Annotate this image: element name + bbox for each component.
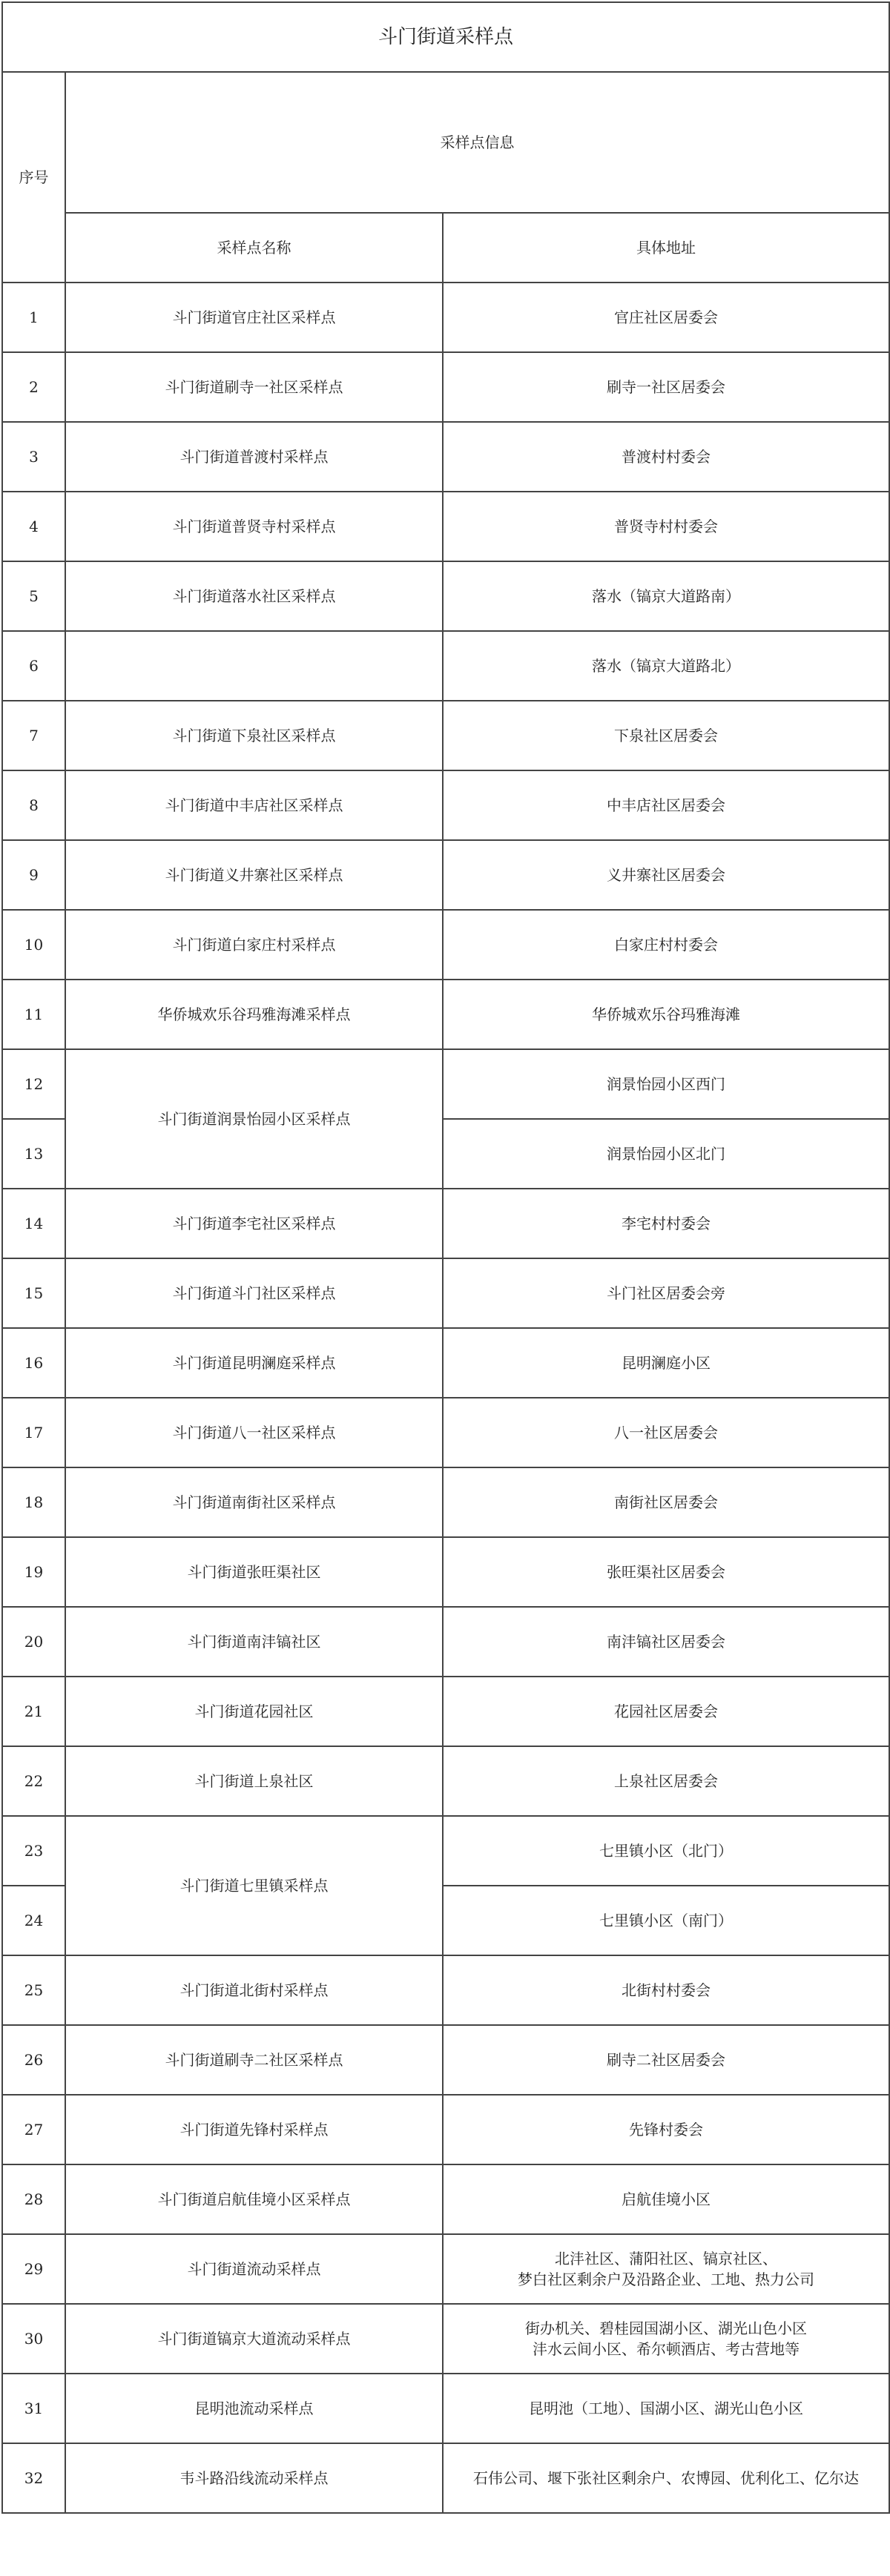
table-row [2, 1537, 889, 1607]
address-line: 北沣社区、蒲阳社区、镐京社区、 [555, 2250, 778, 2268]
table-row [2, 1049, 889, 1119]
table-row [2, 1607, 889, 1677]
row-seq-cell: 18 [2, 1467, 65, 1537]
table-row [2, 2443, 889, 2513]
sampling-point-address-cell: 刷寺二社区居委会 [443, 2025, 889, 2095]
table-row [2, 701, 889, 770]
address-column-header: 具体地址 [443, 213, 889, 283]
row-seq-cell: 30 [2, 2304, 65, 2374]
table-row [2, 2095, 889, 2164]
sampling-point-name-cell: 斗门街道刷寺二社区采样点 [65, 2025, 443, 2095]
sampling-point-address-cell: 润景怡园小区北门 [443, 1119, 889, 1189]
sampling-point-name-cell: 斗门街道上泉社区 [65, 1746, 443, 1816]
sampling-point-name-cell: 斗门街道普贤寺村采样点 [65, 492, 443, 561]
table-row [2, 770, 889, 840]
row-seq-cell: 31 [2, 2374, 65, 2443]
sampling-point-name-cell: 韦斗路沿线流动采样点 [65, 2443, 443, 2513]
sampling-point-name-cell: 斗门街道昆明澜庭采样点 [65, 1328, 443, 1398]
sampling-point-address-cell [443, 2234, 889, 2304]
row-seq-cell: 24 [2, 1886, 65, 1955]
sampling-point-address-cell: 普渡村村委会 [443, 422, 889, 492]
sampling-point-address-cell: 落水（镐京大道路南） [443, 561, 889, 631]
table-row [2, 2304, 889, 2374]
sampling-point-name-cell: 华侨城欢乐谷玛雅海滩采样点 [65, 980, 443, 1049]
sampling-point-name-cell: 斗门街道北街村采样点 [65, 1955, 443, 2025]
sampling-point-name-cell: 斗门街道中丰店社区采样点 [65, 770, 443, 840]
sampling-point-name-cell: 斗门街道白家庄村采样点 [65, 910, 443, 980]
sampling-point-address-cell: 南街社区居委会 [443, 1467, 889, 1537]
table-row [2, 910, 889, 980]
row-seq-cell: 14 [2, 1189, 65, 1258]
row-seq-cell: 22 [2, 1746, 65, 1816]
sampling-point-address-cell: 昆明池（工地）、国湖小区、湖光山色小区 [443, 2374, 889, 2443]
table-row [2, 1746, 889, 1816]
table-row [2, 2234, 889, 2304]
row-seq-cell: 2 [2, 352, 65, 422]
row-seq-cell: 15 [2, 1258, 65, 1328]
sampling-point-address-cell: 润景怡园小区西门 [443, 1049, 889, 1119]
table-row [2, 2374, 889, 2443]
row-seq-cell: 3 [2, 422, 65, 492]
row-seq-cell: 29 [2, 2234, 65, 2304]
sampling-point-name-cell: 斗门街道八一社区采样点 [65, 1398, 443, 1467]
sampling-point-name-cell [65, 631, 443, 701]
address-line: 沣水云间小区、希尔顿酒店、考古营地等 [533, 2340, 800, 2358]
sampling-point-name-cell: 斗门街道落水社区采样点 [65, 561, 443, 631]
sampling-point-name-cell: 斗门街道镐京大道流动采样点 [65, 2304, 443, 2374]
sampling-point-address-cell [443, 2304, 889, 2374]
sampling-point-name-cell: 斗门街道南街社区采样点 [65, 1467, 443, 1537]
row-seq-cell: 20 [2, 1607, 65, 1677]
table-row [2, 352, 889, 422]
row-seq-cell: 1 [2, 283, 65, 352]
table-row [2, 1467, 889, 1537]
sampling-point-name-cell: 斗门街道官庄社区采样点 [65, 283, 443, 352]
table-row [2, 1816, 889, 1886]
table-row [2, 1677, 889, 1746]
table-row [2, 422, 889, 492]
row-seq-cell: 25 [2, 1955, 65, 2025]
sampling-point-name-cell: 斗门街道七里镇采样点 [65, 1816, 443, 1955]
row-seq-cell: 32 [2, 2443, 65, 2513]
sampling-point-address-cell: 斗门社区居委会旁 [443, 1258, 889, 1328]
sampling-point-address-cell: 落水（镐京大道路北） [443, 631, 889, 701]
address-line: 梦白社区剩余户及沿路企业、工地、热力公司 [518, 2270, 815, 2288]
table-title: 斗门街道采样点 [2, 2, 889, 72]
row-seq-cell: 19 [2, 1537, 65, 1607]
sampling-point-address-cell: 普贤寺村村委会 [443, 492, 889, 561]
sampling-point-address-cell: 中丰店社区居委会 [443, 770, 889, 840]
sampling-point-address-cell: 张旺渠社区居委会 [443, 1537, 889, 1607]
sampling-point-address-cell: 花园社区居委会 [443, 1677, 889, 1746]
sampling-point-address-cell: 昆明澜庭小区 [443, 1328, 889, 1398]
table-row [2, 492, 889, 561]
sampling-point-address-cell: 义井寨社区居委会 [443, 840, 889, 910]
sampling-point-name-cell: 斗门街道义井寨社区采样点 [65, 840, 443, 910]
row-seq-cell: 16 [2, 1328, 65, 1398]
seq-column-header: 序号 [2, 72, 65, 283]
row-seq-cell: 28 [2, 2164, 65, 2234]
table-row [2, 1398, 889, 1467]
sampling-point-name-cell: 斗门街道润景怡园小区采样点 [65, 1049, 443, 1189]
sampling-point-address-cell: 七里镇小区（南门） [443, 1886, 889, 1955]
sampling-point-name-cell: 斗门街道张旺渠社区 [65, 1537, 443, 1607]
row-seq-cell: 27 [2, 2095, 65, 2164]
row-seq-cell: 10 [2, 910, 65, 980]
table-row [2, 980, 889, 1049]
sampling-point-address-cell: 刷寺一社区居委会 [443, 352, 889, 422]
sampling-point-address-cell: 白家庄村村委会 [443, 910, 889, 980]
sampling-info-group-header: 采样点信息 [65, 72, 889, 213]
table-row [2, 283, 889, 352]
table-row [2, 1955, 889, 2025]
table-row [2, 1189, 889, 1258]
sampling-point-address-cell: 官庄社区居委会 [443, 283, 889, 352]
row-seq-cell: 5 [2, 561, 65, 631]
row-seq-cell: 23 [2, 1816, 65, 1886]
sampling-point-name-cell: 斗门街道先锋村采样点 [65, 2095, 443, 2164]
name-column-header: 采样点名称 [65, 213, 443, 283]
table-row [2, 2164, 889, 2234]
row-seq-cell: 17 [2, 1398, 65, 1467]
sampling-point-address-cell: 八一社区居委会 [443, 1398, 889, 1467]
sampling-point-address-cell: 华侨城欢乐谷玛雅海滩 [443, 980, 889, 1049]
sampling-point-address-cell: 七里镇小区（北门） [443, 1816, 889, 1886]
table-row [2, 1258, 889, 1328]
sampling-point-name-cell: 斗门街道流动采样点 [65, 2234, 443, 2304]
sampling-point-address-cell: 启航佳境小区 [443, 2164, 889, 2234]
row-seq-cell: 13 [2, 1119, 65, 1189]
row-seq-cell: 7 [2, 701, 65, 770]
address-line: 街办机关、碧桂园国湖小区、湖光山色小区 [525, 2319, 808, 2337]
row-seq-cell: 12 [2, 1049, 65, 1119]
table-row [2, 631, 889, 701]
sampling-point-address-cell: 北街村村委会 [443, 1955, 889, 2025]
sampling-point-name-cell: 昆明池流动采样点 [65, 2374, 443, 2443]
row-seq-cell: 8 [2, 770, 65, 840]
sampling-point-name-cell: 斗门街道刷寺一社区采样点 [65, 352, 443, 422]
row-seq-cell: 26 [2, 2025, 65, 2095]
sampling-point-address-cell: 先锋村委会 [443, 2095, 889, 2164]
table-row [2, 2025, 889, 2095]
sampling-point-address-cell: 李宅村村委会 [443, 1189, 889, 1258]
sampling-point-name-cell: 斗门街道普渡村采样点 [65, 422, 443, 492]
row-seq-cell: 6 [2, 631, 65, 701]
sampling-point-name-cell: 斗门街道斗门社区采样点 [65, 1258, 443, 1328]
sampling-points-table [1, 1, 890, 2514]
sampling-point-name-cell: 斗门街道南沣镐社区 [65, 1607, 443, 1677]
sampling-point-address-cell: 石伟公司、堰下张社区剩余户、农博园、优利化工、亿尔达 [443, 2443, 889, 2513]
sampling-point-name-cell: 斗门街道李宅社区采样点 [65, 1189, 443, 1258]
sampling-point-address-cell: 上泉社区居委会 [443, 1746, 889, 1816]
table-row [2, 1328, 889, 1398]
row-seq-cell: 11 [2, 980, 65, 1049]
row-seq-cell: 21 [2, 1677, 65, 1746]
sampling-point-name-cell: 斗门街道下泉社区采样点 [65, 701, 443, 770]
sampling-point-name-cell: 斗门街道启航佳境小区采样点 [65, 2164, 443, 2234]
sampling-point-address-cell: 下泉社区居委会 [443, 701, 889, 770]
sampling-point-name-cell: 斗门街道花园社区 [65, 1677, 443, 1746]
row-seq-cell: 9 [2, 840, 65, 910]
table-row [2, 840, 889, 910]
row-seq-cell: 4 [2, 492, 65, 561]
sampling-point-address-cell: 南沣镐社区居委会 [443, 1607, 889, 1677]
table-row [2, 561, 889, 631]
